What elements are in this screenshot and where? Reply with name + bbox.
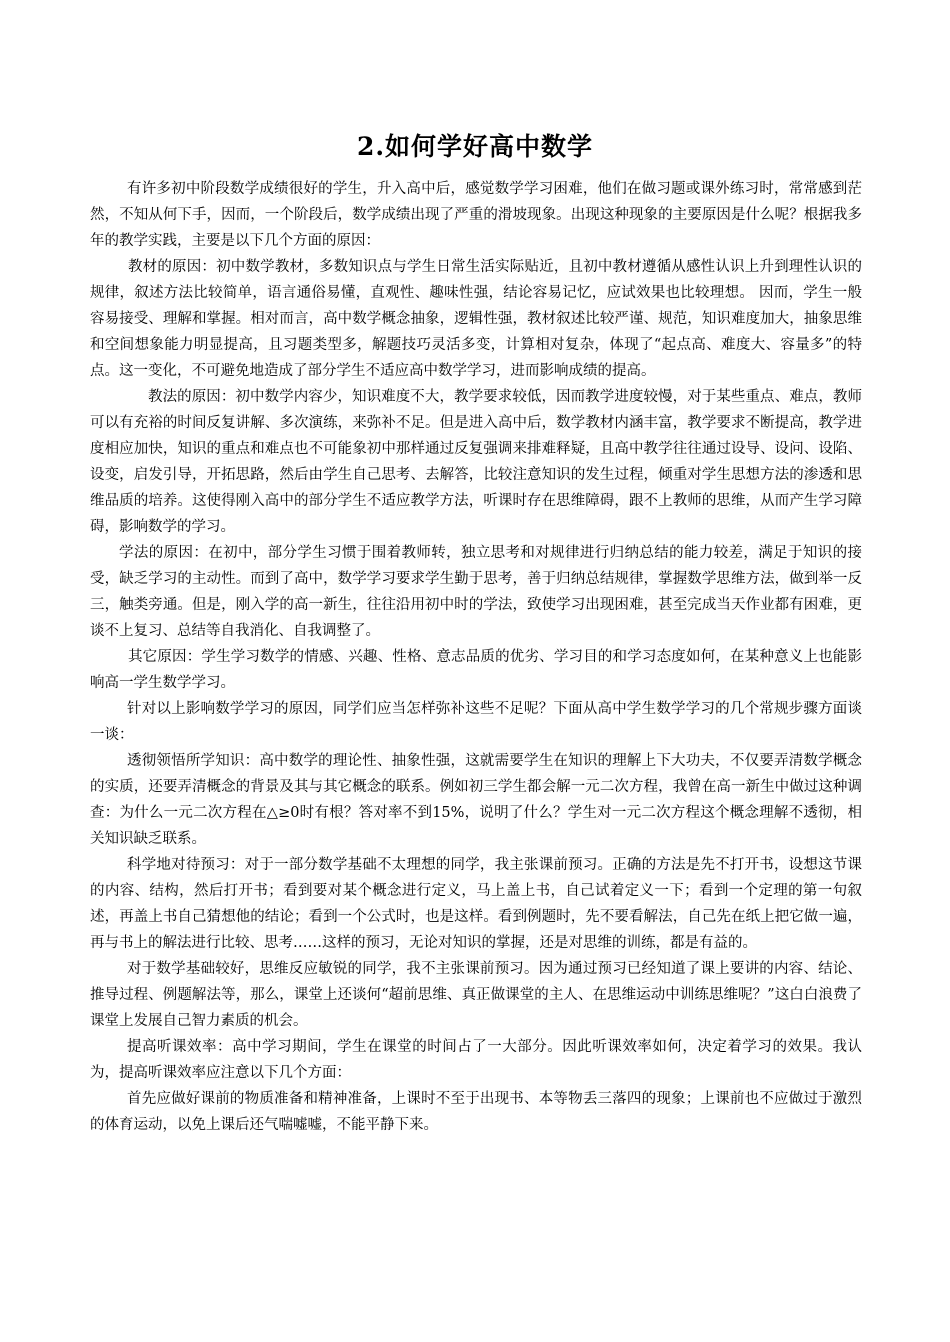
paragraph-teaching-reason: 教法的原因：初中数学内容少，知识难度不大，教学要求较低，因而教学进度较慢，对于某些重点、难点，教师可以有充裕的时间反复讲解、多次演练，来弥补不足。但是进入高中后，数学教材内涵丰富，教学要求不断提高，教学进度相应加快，知识的重点和难点也不可能象初中那样通过反复强调来排难释疑，且高中教学往往通过设导、设问、设陷、设变，启发引导，开拓思路，然后由学生自己思考、去解答，比较注意知识的发生过程，倾重对学生思想方法的渗透和思维品质的培养。这使得刚入高中的部分学生不适应教学方法，听课时存在思维障碍，跟不上教师的思维，从而产生学习障碍，影响数学的学习。 <box>90 389 862 535</box>
paragraph-understand-knowledge: 透彻领悟所学知识：高中数学的理论性、抽象性强，这就需要学生在知识的理解上下大功夫，不仅要弄清数学概念的实质，还要弄清概念的背景及其与其它概念的联系。例如初三学生都会解一元二次方程，我曾在高一新生中做过这种调查：为什么一元二次方程在△≥0时有根？答对率不到15%，说明了什么？学生对一元二次方程这个概念理解不透彻，相关知识缺乏联系。 <box>90 753 862 847</box>
paragraph-listening-efficiency: 提高听课效率：高中学习期间，学生在课堂的时间占了一大部分。因此听课效率如何，决定着学习的效果。我认为，提高听课效率应注意以下几个方面： <box>90 1039 862 1081</box>
paragraph-textbook-reason: 教材的原因：初中数学教材，多数知识点与学生日常生活实际贴近，且初中教材遵循从感性认识上升到理性认识的规律，叙述方法比较简单，语言通俗易懂，直观性、趣味性强，结论容易记忆，应试效果也比较理想。 因而，学生一般容易接受、理解和掌握。相对而言，高中数学概念抽象，逻辑性强，教材叙述比较严谨、规范，知识难度加大，抽象思维和空间想象能力明显提高，且习题类型多，解题技巧灵活多变，计算相对复杂，体现了“起点高、难度大、容量多”的特点。这一变化，不可避免地造成了部分学生不适应高中数学学习，进而影响成绩的提高。 <box>90 259 862 379</box>
document-body <box>90 176 862 1138</box>
paragraph-strong-students: 对于数学基础较好，思维反应敏锐的同学，我不主张课前预习。因为通过预习已经知道了课上要讲的内容、结论、推导过程、例题解法等，那么，课堂上还谈何“超前思维、真正做课堂的主人、在思维运动中训练思维呢？”这白白浪费了课堂上发展自己智力素质的机会。 <box>90 961 862 1029</box>
paragraph-preparation: 首先应做好课前的物质准备和精神准备，上课时不至于出现书、本等物丢三落四的现象；上课前也不应做过于激烈的体育运动，以免上课后还气喘嘘嘘，不能平静下来。 <box>90 1091 862 1133</box>
paragraph-transition: 针对以上影响数学学习的原因，同学们应当怎样弥补这些不足呢？下面从高中学生数学学习的几个常规步骤方面谈一谈： <box>90 701 862 743</box>
paragraph-preview: 科学地对待预习：对于一部分数学基础不太理想的同学，我主张课前预习。正确的方法是先不打开书，设想这节课的内容、结构，然后打开书；看到要对某个概念进行定义，马上盖上书，自己试着定义一下；看到一个定理的第一句叙述，再盖上书自己猜想他的结论；看到一个公式时，也是这样。看到例题时，先不要看解法，自己先在纸上把它做一遍，再与书上的解法进行比较、思考……这样的预习，无论对知识的掌握，还是对思维的训练，都是有益的。 <box>90 857 862 951</box>
paragraph-other-reason: 其它原因：学生学习数学的情感、兴趣、性格、意志品质的优劣、学习目的和学习态度如何，在某种意义上也能影响高一学生数学学习。 <box>90 649 862 691</box>
page-title: 2.如何学好高中数学 <box>356 132 594 161</box>
paragraph-intro: 有许多初中阶段数学成绩很好的学生，升入高中后，感觉数学学习困难，他们在做习题或课外练习时，常常感到茫然，不知从何下手，因而，一个阶段后，数学成绩出现了严重的滑坡现象。出现这种现象的主要原因是什么呢？根据我多年的教学实践，主要是以下几个方面的原因： <box>90 181 862 249</box>
paragraph-learning-reason: 学法的原因：在初中，部分学生习惯于围着教师转，独立思考和对规律进行归纳总结的能力较差，满足于知识的接受，缺乏学习的主动性。而到了高中，数学学习要求学生勤于思考，善于归纳总结规律，掌握数学思维方法，做到举一反三，触类旁通。但是，刚入学的高一新生，往往沿用初中时的学法，致使学习出现困难，甚至完成当天作业都有困难，更谈不上复习、总结等自我消化、自我调整了。 <box>90 545 862 639</box>
